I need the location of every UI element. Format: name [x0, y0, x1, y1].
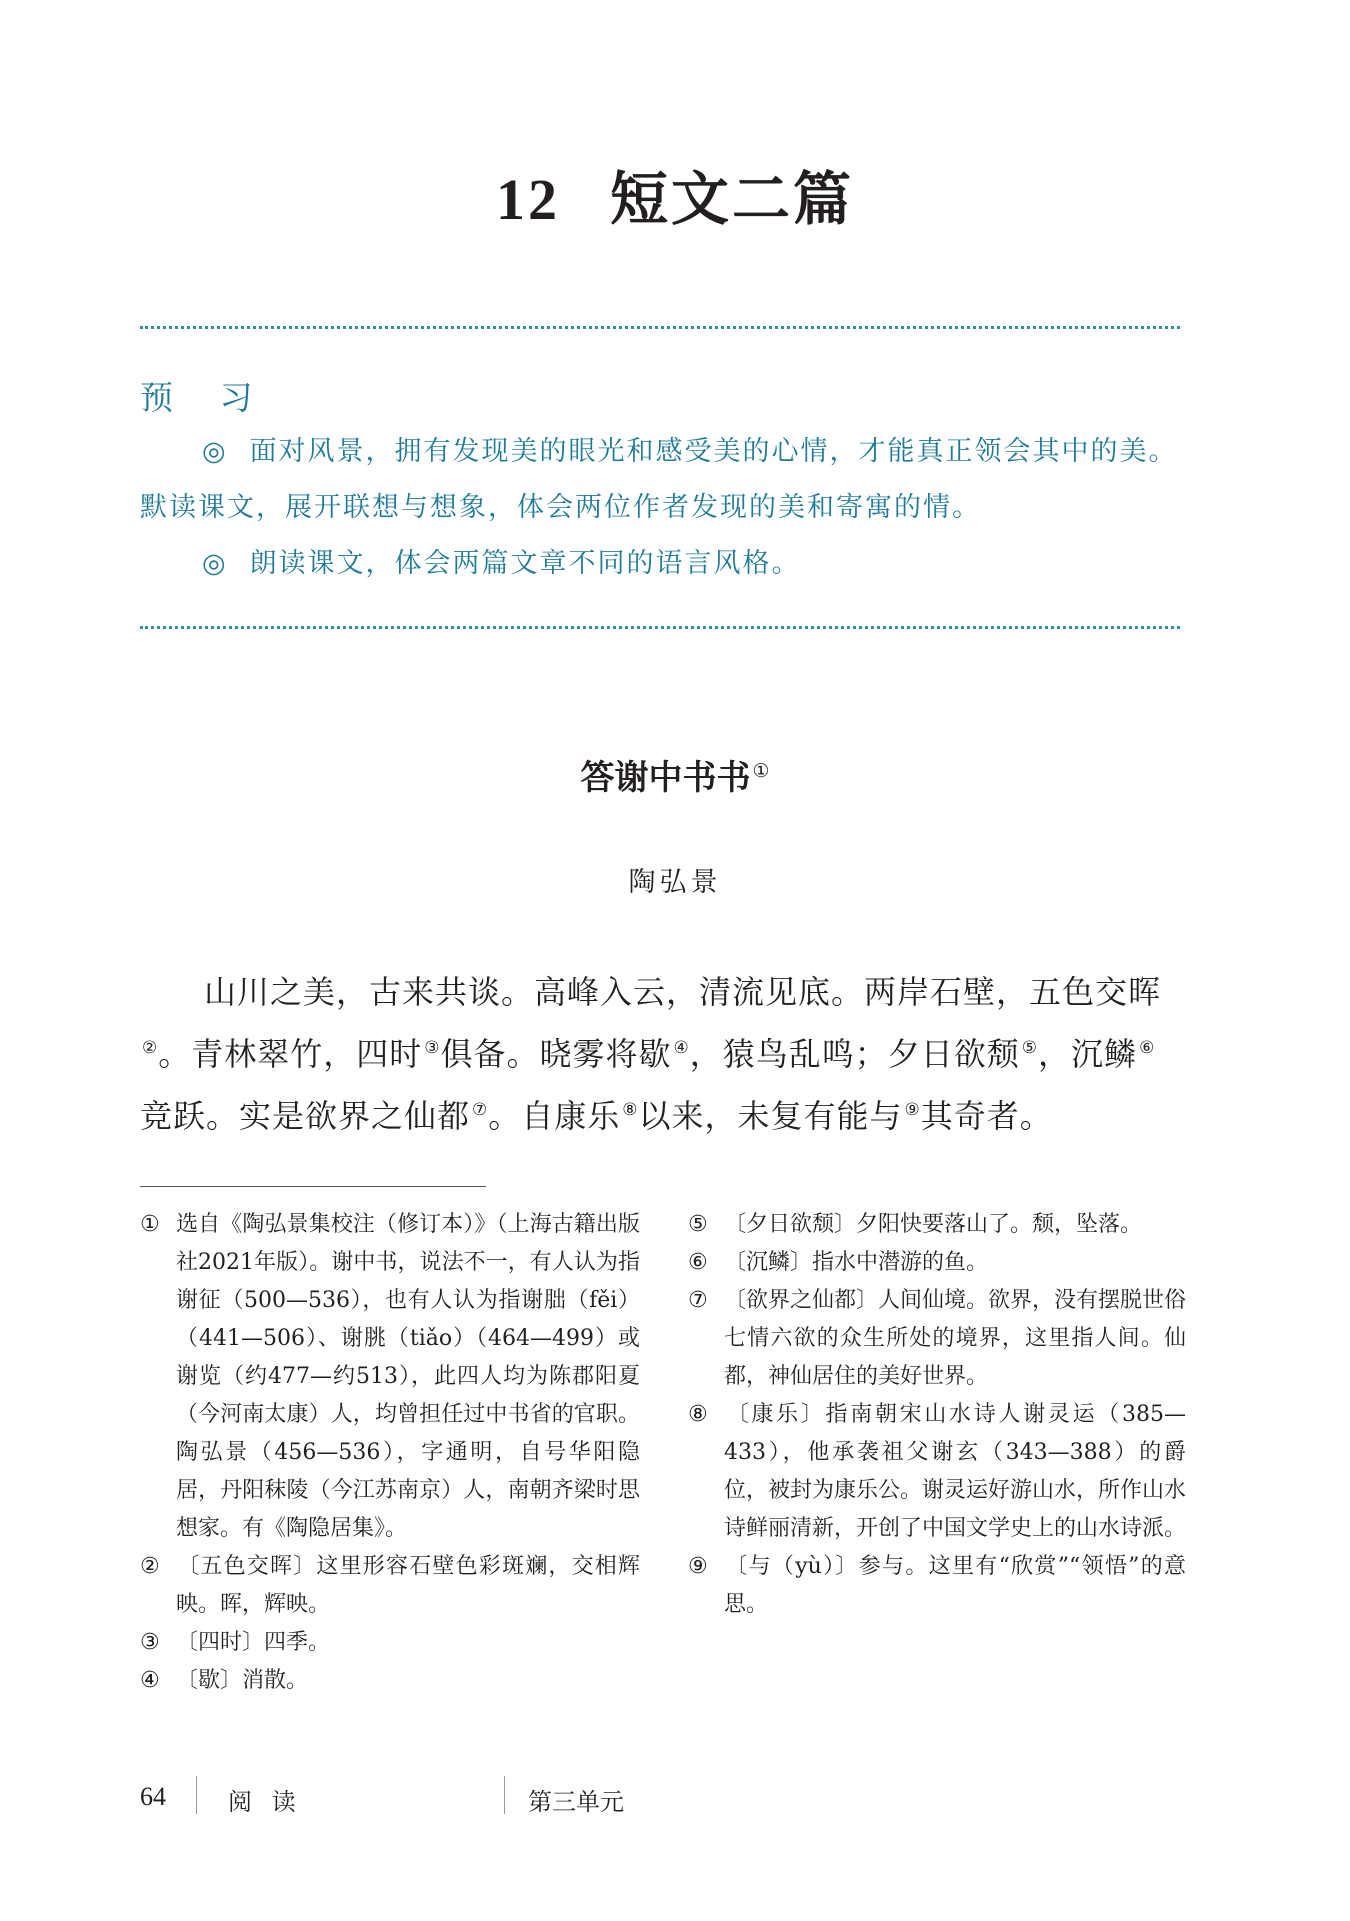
footnote-text: 〔欲界之仙都〕人间仙境。欲界，没有摆脱世俗七情六欲的众生所处的境界，这里指人间。仙都，神仙居住的美好世界。	[724, 1288, 1187, 1389]
footnote-7	[688, 1282, 1186, 1396]
footnote-text: 〔沉鳞〕指水中潜游的鱼。	[724, 1250, 989, 1275]
footnote-3	[140, 1624, 640, 1662]
footnote-ref: ⑦	[472, 1100, 489, 1120]
body-text: ，猿鸟乱鸣；夕日欲颓	[689, 1035, 1020, 1073]
preview-bottom-divider	[140, 626, 1180, 629]
body-text: ，沉鳞	[1038, 1035, 1138, 1073]
footnote-ref: ⑥	[1139, 1038, 1156, 1058]
footnote-ref: ①	[752, 760, 770, 782]
footnote-1	[140, 1206, 640, 1548]
footnote-4	[140, 1662, 640, 1700]
footnote-2	[140, 1548, 640, 1624]
footnote-8	[688, 1396, 1186, 1548]
footnote-mark: ③	[140, 1630, 160, 1655]
body-text: 。青林翠竹，四时	[158, 1035, 423, 1073]
footnote-divider	[140, 1186, 486, 1187]
footnotes-right-column	[688, 1206, 1186, 1624]
lesson-title	[0, 152, 1350, 236]
footnote-mark: ⑨	[688, 1554, 708, 1579]
footnote-mark: ②	[140, 1554, 160, 1579]
footer-separator	[504, 1776, 505, 1814]
preview-item-2	[140, 536, 1180, 592]
footnote-mark: ⑥	[688, 1250, 708, 1275]
essay-title-text: 答谢中书书	[580, 758, 751, 798]
footnote-mark: ⑦	[688, 1288, 708, 1313]
body-text: 其奇者。	[920, 1097, 1053, 1135]
page-number: 64	[140, 1782, 166, 1811]
essay-body	[140, 964, 1180, 1144]
footnote-mark: ⑧	[688, 1402, 708, 1427]
author-name: 陶弘景	[628, 867, 722, 898]
footnote-ref: ④	[673, 1038, 690, 1058]
footnote-text: 〔与（yù）〕参与。这里有“欣赏”“领悟”的意思。	[724, 1554, 1186, 1617]
footnote-text: 〔夕日欲颓〕夕阳快要落山了。颓，坠落。	[724, 1212, 1143, 1237]
bullet-icon: ◎	[202, 436, 228, 467]
lesson-name: 短文二篇	[609, 165, 854, 233]
footnote-ref: ⑨	[904, 1100, 921, 1120]
footnote-6	[688, 1244, 1186, 1282]
essay-title	[0, 750, 1350, 799]
footnote-mark: ①	[140, 1212, 160, 1237]
bullet-icon: ◎	[202, 548, 228, 579]
footnote-ref: ⑤	[1021, 1038, 1039, 1058]
preview-item-text: 朗读课文，体会两篇文章不同的语言风格。	[249, 548, 801, 579]
body-text: 山川之美，古来共谈。高峰入云，清流见底。两岸石壁，五色交晖	[204, 973, 1162, 1011]
footnote-mark: ④	[140, 1668, 160, 1693]
preview-top-divider	[140, 326, 1180, 329]
footer-unit: 第三单元	[528, 1788, 624, 1816]
preview-item-text: 面对风景，拥有发现美的眼光和感受美的心情，才能真正领会其中的美。默读课文，展开联想与想象，体会两位作者发现的美和寄寓的情。	[140, 436, 1178, 523]
footnote-text: 〔康乐〕指南朝宋山水诗人谢灵运（385—433），他承袭祖父谢玄（343—388）的爵位，被封为康乐公。谢灵运好游山水，所作山水诗鲜丽清新，开创了中国文学史上的山水诗派。	[724, 1402, 1187, 1541]
footnote-ref: ②	[142, 1038, 159, 1058]
footnote-text: 〔五色交晖〕这里形容石壁色彩斑斓，交相辉映。晖，辉映。	[176, 1554, 640, 1617]
footer-separator	[196, 1776, 197, 1814]
body-text: 以来，未复有能与	[638, 1097, 903, 1135]
body-text: 。自康乐	[488, 1097, 621, 1135]
body-text: 俱备。晓雾将歇	[440, 1035, 672, 1073]
footnote-5	[688, 1206, 1186, 1244]
footnote-text: 〔歇〕消散。	[176, 1668, 309, 1693]
footnote-mark: ⑤	[688, 1212, 708, 1237]
preview-item-1	[140, 424, 1180, 536]
footnote-9	[688, 1548, 1186, 1624]
footnote-ref: ③	[424, 1038, 441, 1058]
footnote-text: 〔四时〕四季。	[176, 1630, 331, 1655]
body-text: 竞跃。实是欲界之仙都	[140, 1097, 471, 1135]
footnote-text: 选自《陶弘景集校注（修订本）》（上海古籍出版社2021年版）。谢中书，说法不一，有人认为指谢征（500—536），也有人认为指谢朏（fěi）（441—506）、谢朓（tiǎo）（464—499）或谢览（约477—约513），此四人均为陈郡阳夏（今河南太康）人，均曾担任过中书省的官职。陶弘景（456—536），字通明，自号华阳隐居，丹阳秣陵（今江苏南京）人，南朝齐梁时思想家。有《陶隐居集》。	[176, 1212, 640, 1541]
footnote-ref: ⑧	[622, 1100, 639, 1120]
preview-heading: 预 习	[140, 378, 271, 417]
lesson-number: 12	[495, 167, 560, 232]
footer-section: 阅 读	[228, 1788, 302, 1816]
footnotes-left-column	[140, 1206, 640, 1700]
